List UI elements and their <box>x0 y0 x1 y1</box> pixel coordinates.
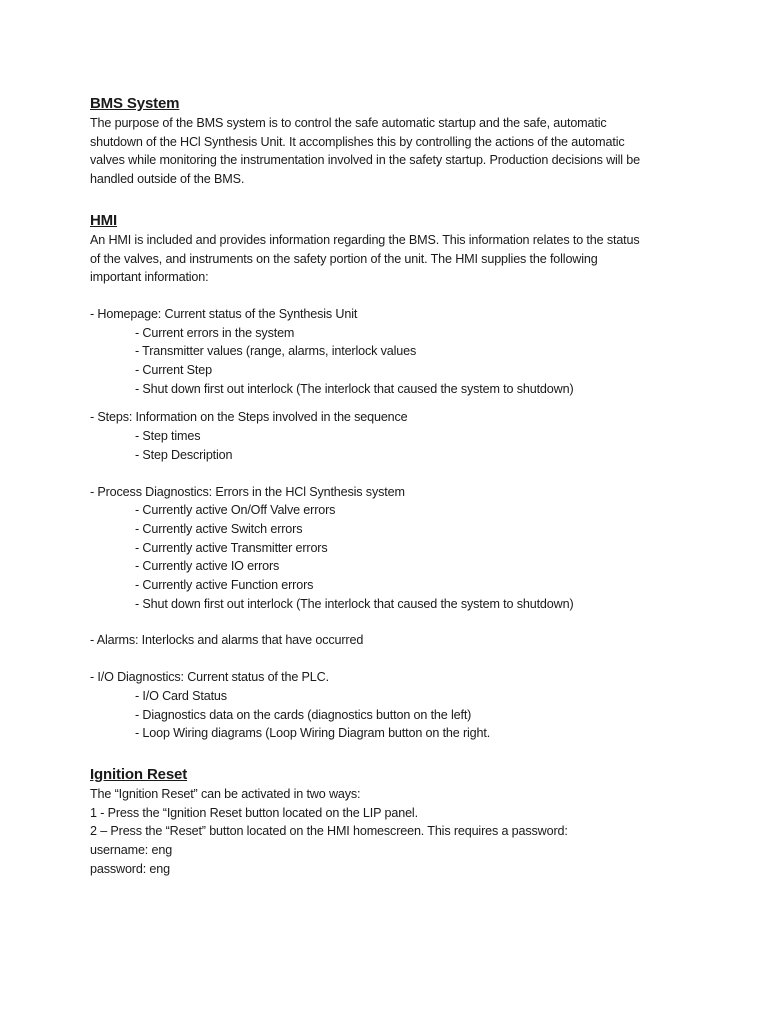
bms-line: valves while monitoring the instrumentation involved in the safety startup. Production decisions will be <box>90 153 641 168</box>
list-item: - Currently active Transmitter errors <box>135 540 328 555</box>
hmi-line: of the valves, and instruments on the safety portion of the unit. The HMI supplies the following <box>90 251 598 266</box>
bms-heading: BMS System <box>90 95 180 112</box>
hmi-paragraph <box>90 231 690 287</box>
username-line: username: eng <box>90 843 173 858</box>
section-title: - Process Diagnostics: Errors in the HCl Synthesis system <box>90 484 405 499</box>
hmi-heading: HMI <box>90 211 118 229</box>
hmi-section-process-diagnostics <box>90 483 690 614</box>
section-title: - I/O Diagnostics: Current status of the PLC. <box>90 670 329 685</box>
list-item: - Currently active IO errors <box>135 559 280 574</box>
ignition-reset-heading: Ignition Reset <box>90 765 188 783</box>
list-item: - Step times <box>135 429 201 444</box>
list-item: - Loop Wiring diagrams (Loop Wiring Diagram button on the right. <box>135 726 491 741</box>
ignition-line: 1 - Press the “Ignition Reset button located on the LIP panel. <box>90 805 418 820</box>
list-item: - Transmitter values (range, alarms, interlock values <box>135 344 417 359</box>
ignition-line: 2 – Press the “Reset” button located on the HMI homescreen. This requires a password: <box>90 824 568 839</box>
hmi-section-steps <box>90 408 690 464</box>
hmi-section-alarms <box>90 631 690 650</box>
section-title: - Steps: Information on the Steps involved in the sequence <box>90 410 408 425</box>
password-line: password: eng <box>90 861 170 876</box>
list-item: - Currently active Switch errors <box>135 521 303 536</box>
list-item: - Shut down first out interlock (The interlock that caused the system to shutdown) <box>135 596 574 611</box>
list-item: - Currently active Function errors <box>135 578 314 593</box>
ignition-reset-paragraph <box>90 785 690 879</box>
hmi-line: An HMI is included and provides information regarding the BMS. This information relates to the status <box>90 232 640 247</box>
bms-line: handled outside of the BMS. <box>90 172 245 187</box>
list-item: - Shut down first out interlock (The interlock that caused the system to shutdown) <box>135 381 574 396</box>
list-item: - I/O Card Status <box>135 688 227 703</box>
section-title: - Alarms: Interlocks and alarms that have occurred <box>90 633 364 648</box>
hmi-section-io-diagnostics <box>90 668 690 743</box>
list-item: - Diagnostics data on the cards (diagnostics button on the left) <box>135 707 472 722</box>
list-item: - Currently active On/Off Valve errors <box>135 503 336 518</box>
bms-line: shutdown of the HCl Synthesis Unit. It accomplishes this by controlling the actions of the automatic <box>90 134 625 149</box>
bms-paragraph <box>90 114 690 189</box>
ignition-line: The “Ignition Reset” can be activated in two ways: <box>90 786 361 801</box>
hmi-line: important information: <box>90 270 209 285</box>
bms-line: The purpose of the BMS system is to control the safe automatic startup and the safe, automatic <box>90 116 607 130</box>
list-item: - Current errors in the system <box>135 325 295 340</box>
hmi-section-homepage <box>90 305 690 399</box>
section-title: - Homepage: Current status of the Synthesis Unit <box>90 306 358 321</box>
list-item: - Current Step <box>135 363 212 378</box>
list-item: - Step Description <box>135 447 233 462</box>
document-page <box>90 94 690 879</box>
